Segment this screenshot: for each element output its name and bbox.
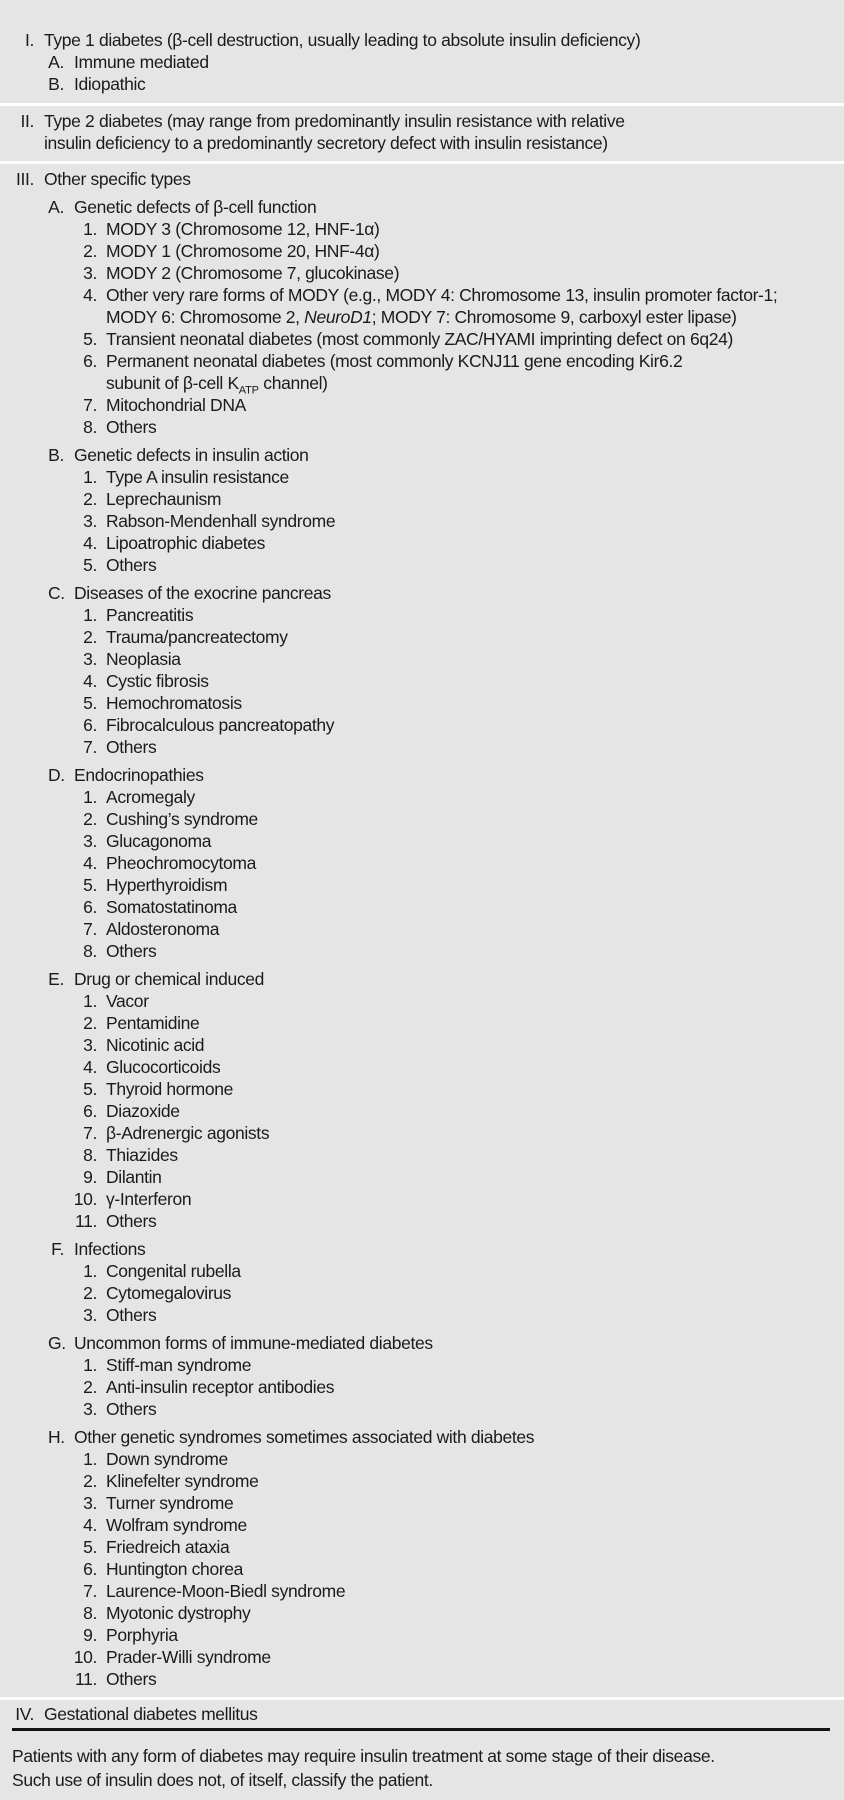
item-text: Idiopathic (74, 74, 146, 94)
list-item (0, 1514, 840, 1536)
item-text: Other genetic syndromes sometimes associated with diabetes (74, 1427, 535, 1447)
item-marker: 11. (75, 1669, 97, 1689)
letter-group (0, 51, 840, 73)
list-item (0, 1580, 840, 1602)
item-text: Pancreatitis (106, 605, 194, 625)
item-text: Others (106, 1669, 157, 1689)
letter-group (0, 444, 840, 576)
list-item (0, 532, 840, 554)
list-item (0, 1492, 840, 1514)
list-item (0, 736, 840, 758)
item-text: Permanent neonatal diabetes (most commonly KCNJ11 gene encoding Kir6.2 subunit of β-cell $K_{ATP}$ channel) (106, 351, 683, 397)
list-item (0, 1034, 840, 1056)
item-text: Wolfram syndrome (106, 1515, 247, 1535)
item-text: Myotonic dystrophy (106, 1603, 251, 1623)
item-text: Acromegaly (106, 787, 195, 807)
section-heading (0, 110, 840, 154)
item-marker: 2. (83, 1013, 97, 1033)
item-text: Stiff-man syndrome (106, 1355, 252, 1375)
table-footnote: Patients with any form of diabetes may require insulin treatment at some stage of their disease. Such use of insulin does not, of itself, classify the patient. (12, 1746, 715, 1790)
section-heading (0, 1703, 840, 1725)
item-marker: A. (48, 52, 64, 72)
item-text: Trauma/pancreatectomy (106, 627, 288, 647)
item-text: Other specific types (44, 169, 191, 189)
item-marker: 7. (83, 1123, 97, 1143)
item-text: MODY 2 (Chromosome 7, glucokinase) (106, 263, 400, 283)
item-text: β-Adrenergic agonists (106, 1123, 270, 1143)
item-text: Down syndrome (106, 1449, 228, 1469)
item-text: Others (106, 1399, 157, 1419)
subsection-heading (0, 582, 840, 604)
list-item (0, 918, 840, 940)
subsection-heading (0, 73, 840, 95)
item-text: Nicotinic acid (106, 1035, 205, 1055)
list-item (0, 328, 840, 350)
item-marker: 8. (83, 1603, 97, 1623)
item-marker: 5. (83, 875, 97, 895)
item-marker: 6. (83, 351, 97, 371)
list-item (0, 1012, 840, 1034)
list-item (0, 1448, 840, 1470)
item-marker: 1. (83, 991, 97, 1011)
item-text: Vacor (106, 991, 149, 1011)
subsection-heading (0, 968, 840, 990)
item-text: Laurence-Moon-Biedl syndrome (106, 1581, 346, 1601)
item-marker: A. (48, 197, 64, 217)
item-text: Fibrocalculous pancreatopathy (106, 715, 335, 735)
item-marker: 1. (83, 1449, 97, 1469)
item-text: Prader-Willi syndrome (106, 1647, 271, 1667)
item-text: Porphyria (106, 1625, 178, 1645)
item-marker: 1. (83, 1355, 97, 1375)
item-text: Anti-insulin receptor antibodies (106, 1377, 335, 1397)
list-item (0, 990, 840, 1012)
item-marker: 1. (83, 219, 97, 239)
list-item (0, 1144, 840, 1166)
list-item (0, 466, 840, 488)
item-text: Dilantin (106, 1167, 162, 1187)
item-text: Glucocorticoids (106, 1057, 221, 1077)
item-text: Turner syndrome (106, 1493, 234, 1513)
item-text: Cushing’s syndrome (106, 809, 258, 829)
item-marker: 1. (83, 1261, 97, 1281)
list-item (0, 670, 840, 692)
list-item (0, 1354, 840, 1376)
item-marker: 5. (83, 555, 97, 575)
item-text: γ-Interferon (106, 1189, 192, 1209)
item-marker: C. (48, 583, 65, 603)
item-text: Diseases of the exocrine pancreas (74, 583, 331, 603)
item-marker: 6. (83, 1559, 97, 1579)
item-text: Pentamidine (106, 1013, 200, 1033)
item-marker: 3. (83, 1305, 97, 1325)
item-marker: I. (24, 30, 34, 50)
list-item (0, 1188, 840, 1210)
item-marker: 11. (75, 1211, 97, 1231)
section-heading (0, 168, 840, 190)
item-marker: 1. (83, 605, 97, 625)
list-item (0, 874, 840, 896)
item-text: Transient neonatal diabetes (most commonly ZAC/HYAMI imprinting defect on 6q24) (106, 329, 733, 349)
item-marker: III. (15, 169, 34, 189)
list-item (0, 1646, 840, 1668)
item-text: Gestational diabetes mellitus (44, 1704, 258, 1724)
section-band (0, 1700, 844, 1728)
list-item (0, 1282, 840, 1304)
item-text: Type A insulin resistance (106, 467, 289, 487)
item-marker: II. (20, 111, 34, 131)
list-item (0, 1558, 840, 1580)
item-marker: 5. (83, 693, 97, 713)
item-text: Thyroid hormone (106, 1079, 234, 1099)
item-marker: G. (48, 1333, 66, 1353)
list-item (0, 1100, 840, 1122)
item-marker: 3. (83, 1035, 97, 1055)
item-marker: 7. (83, 395, 97, 415)
item-text: Others (106, 737, 157, 757)
letter-group (0, 1332, 840, 1420)
list-item (0, 896, 840, 918)
letter-group (0, 582, 840, 758)
item-marker: IV. (15, 1704, 34, 1724)
item-marker: 6. (83, 715, 97, 735)
item-marker: F. (51, 1239, 64, 1259)
item-marker: 3. (83, 831, 97, 851)
item-marker: 9. (83, 1625, 97, 1645)
list-item (0, 350, 840, 397)
item-text: Endocrinopathies (74, 765, 204, 785)
item-marker: 5. (83, 329, 97, 349)
list-item (0, 1210, 840, 1232)
item-marker: 8. (83, 417, 97, 437)
letter-group (0, 73, 840, 95)
letter-group (0, 968, 840, 1232)
item-marker: 5. (83, 1537, 97, 1557)
item-text: MODY 3 (Chromosome 12, HNF-1α) (106, 219, 380, 239)
item-marker: 4. (83, 533, 97, 553)
list-item (0, 940, 840, 962)
list-item (0, 808, 840, 830)
item-marker: 2. (83, 809, 97, 829)
item-text: Hyperthyroidism (106, 875, 228, 895)
list-item (0, 1398, 840, 1420)
list-item (0, 648, 840, 670)
item-text: Infections (74, 1239, 146, 1259)
item-marker: 6. (83, 1101, 97, 1121)
letter-group (0, 1426, 840, 1690)
list-item (0, 1260, 840, 1282)
item-marker: 7. (83, 919, 97, 939)
list-item (0, 1376, 840, 1398)
section-band (0, 106, 844, 161)
item-text: Uncommon forms of immune-mediated diabetes (74, 1333, 433, 1353)
item-text: Genetic defects of β-cell function (74, 197, 317, 217)
item-marker: 8. (83, 1145, 97, 1165)
item-marker: 1. (83, 467, 97, 487)
list-item (0, 1470, 840, 1492)
item-marker: B. (48, 74, 64, 94)
section-band (0, 164, 844, 1697)
item-text: Immune mediated (74, 52, 209, 72)
list-item (0, 1536, 840, 1558)
item-text: Type 1 diabetes (β-cell destruction, usually leading to absolute insulin deficiency) (44, 30, 641, 50)
item-text: MODY 1 (Chromosome 20, HNF-4α) (106, 241, 380, 261)
subsection-heading (0, 764, 840, 786)
item-marker: D. (48, 765, 65, 785)
section-heading (0, 29, 840, 51)
item-marker: 6. (83, 897, 97, 917)
item-marker: 4. (83, 853, 97, 873)
list-item (0, 240, 840, 262)
item-text: Glucagonoma (106, 831, 212, 851)
item-text: Rabson-Mendenhall syndrome (106, 511, 336, 531)
list-item (0, 714, 840, 736)
list-item (0, 1668, 840, 1690)
list-item (0, 1056, 840, 1078)
list-item (0, 692, 840, 714)
list-item (0, 554, 840, 576)
item-marker: 3. (83, 1493, 97, 1513)
item-text: Congenital rubella (106, 1261, 241, 1281)
item-text: Neoplasia (106, 649, 181, 669)
item-text: Mitochondrial DNA (106, 395, 246, 415)
item-marker: 2. (83, 241, 97, 261)
list-item (0, 284, 840, 328)
list-item (0, 1624, 840, 1646)
list-item (0, 488, 840, 510)
list-item (0, 1166, 840, 1188)
item-marker: 10. (73, 1189, 97, 1209)
item-text: Thiazides (106, 1145, 178, 1165)
item-marker: 4. (83, 1515, 97, 1535)
subsection-heading (0, 1238, 840, 1260)
item-marker: B. (48, 445, 64, 465)
item-text: Hemochromatosis (106, 693, 242, 713)
item-text: Friedreich ataxia (106, 1537, 230, 1557)
item-marker: 7. (83, 737, 97, 757)
list-item (0, 1602, 840, 1624)
item-text: Lipoatrophic diabetes (106, 533, 266, 553)
letter-group (0, 196, 840, 438)
item-marker: 3. (83, 649, 97, 669)
letter-group (0, 764, 840, 962)
list-item (0, 830, 840, 852)
item-marker: 4. (83, 285, 97, 305)
item-text: Others (106, 1211, 157, 1231)
item-text: Drug or chemical induced (74, 969, 265, 989)
item-text: Other very rare forms of MODY (e.g., MODY 4: Chromosome 13, insulin promoter factor-1; MODY 6: Chromosome 2, NeuroD1; MODY 7: Chromosome 9, carboxyl ester lipase) (106, 285, 778, 327)
item-marker: E. (48, 969, 64, 989)
item-marker: 1. (83, 787, 97, 807)
item-marker: 3. (83, 1399, 97, 1419)
item-text: Others (106, 417, 157, 437)
list-item (0, 218, 840, 240)
item-text: Huntington chorea (106, 1559, 244, 1579)
list-item (0, 626, 840, 648)
item-text: Cytomegalovirus (106, 1283, 232, 1303)
item-text: Pheochromocytoma (106, 853, 257, 873)
list-item (0, 786, 840, 808)
item-marker: 4. (83, 671, 97, 691)
item-text: Others (106, 941, 157, 961)
item-marker: 2. (83, 1283, 97, 1303)
list-item (0, 394, 840, 416)
item-marker: 7. (83, 1581, 97, 1601)
list-item (0, 1078, 840, 1100)
item-marker: 3. (83, 511, 97, 531)
item-marker: 10. (73, 1647, 97, 1667)
subsection-heading (0, 1332, 840, 1354)
subsection-heading (0, 444, 840, 466)
list-item (0, 510, 840, 532)
item-marker: 5. (83, 1079, 97, 1099)
item-marker: 9. (83, 1167, 97, 1187)
item-text: Aldosteronoma (106, 919, 220, 939)
list-item (0, 416, 840, 438)
list-item (0, 262, 840, 284)
item-marker: 2. (83, 1377, 97, 1397)
item-text: Others (106, 1305, 157, 1325)
list-item (0, 1122, 840, 1144)
item-text: Klinefelter syndrome (106, 1471, 259, 1491)
item-text: Genetic defects in insulin action (74, 445, 309, 465)
list-item (0, 852, 840, 874)
item-text: Cystic fibrosis (106, 671, 209, 691)
subsection-heading (0, 196, 840, 218)
subsection-heading (0, 51, 840, 73)
list-item (0, 604, 840, 626)
item-text: Others (106, 555, 157, 575)
item-text: Leprechaunism (106, 489, 222, 509)
item-text: Somatostatinoma (106, 897, 237, 917)
item-marker: 2. (83, 627, 97, 647)
item-marker: 3. (83, 263, 97, 283)
item-marker: 8. (83, 941, 97, 961)
letter-group (0, 1238, 840, 1326)
item-marker: 4. (83, 1057, 97, 1077)
subsection-heading (0, 1426, 840, 1448)
item-text: Type 2 diabetes (may range from predominantly insulin resistance with relative insulin deficiency to a predominantly secretory defect with insulin resistance) (44, 111, 625, 153)
item-marker: 2. (83, 1471, 97, 1491)
item-marker: 2. (83, 489, 97, 509)
list-item (0, 1304, 840, 1326)
item-marker: H. (48, 1427, 65, 1447)
item-text: Diazoxide (106, 1101, 180, 1121)
section-band (0, 0, 844, 103)
